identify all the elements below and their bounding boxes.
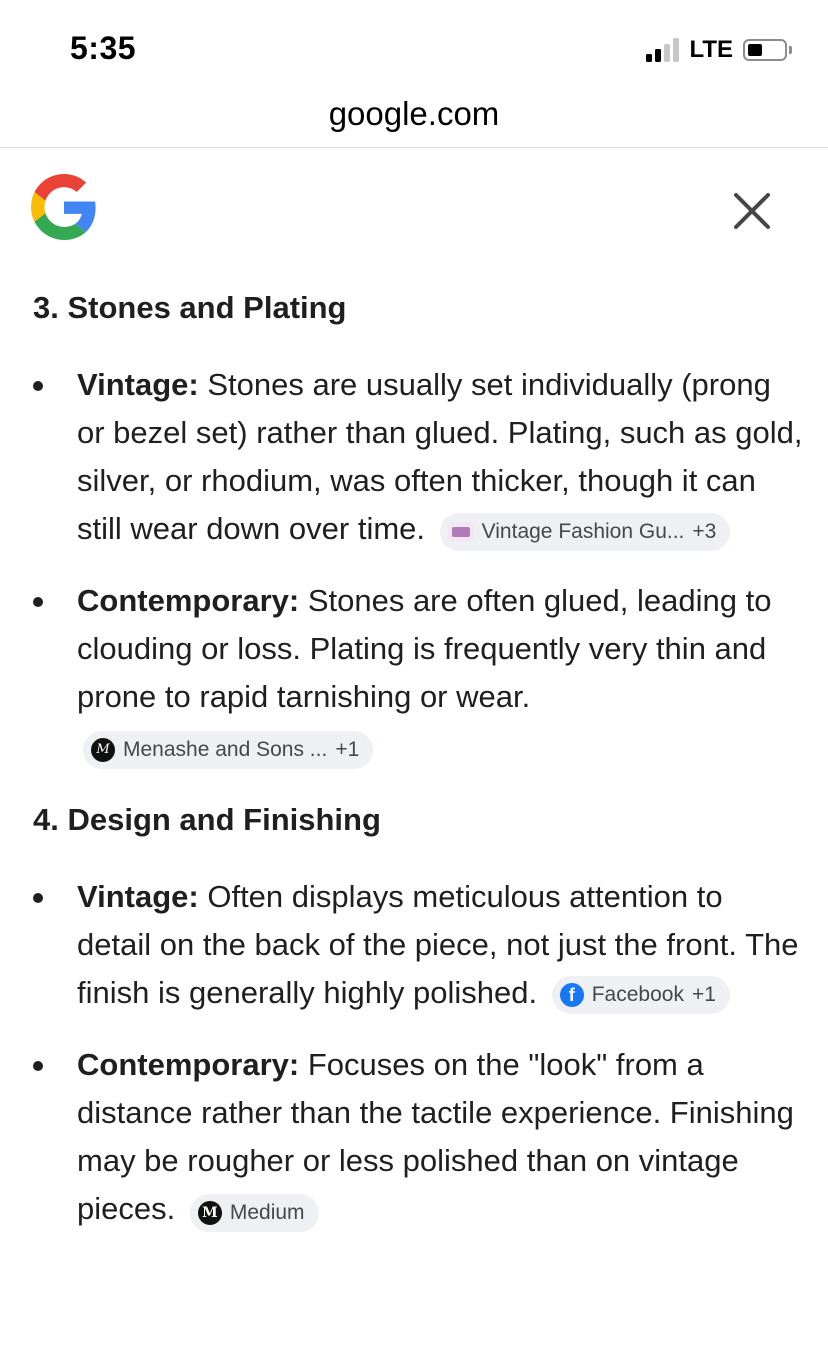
section-heading-stones-plating: 3. Stones and Plating [33,290,347,325]
chip-label: Vintage Fashion Gu... [481,520,685,543]
chip-label: Facebook [591,983,684,1006]
list-item [33,1041,803,1233]
bullet-dot [33,1061,43,1071]
bullet-dot [33,893,43,903]
bullet-term: Vintage: [77,367,199,402]
bullet-term: Contemporary: [77,1047,300,1082]
list-item [33,361,803,553]
vintage-fashion-guild-icon [448,522,474,542]
bullet-term: Vintage: [77,879,199,914]
bullet-term: Contemporary: [77,583,300,618]
chip-label: Medium [229,1201,305,1224]
bullet-text: Focuses on the "look" from a distance rather than the tactile experience. Finishing may be rougher or less polished than on vintage pieces. [77,1047,794,1226]
chip-count: +1 [691,983,716,1006]
list-item [33,577,803,769]
google-g-icon [31,174,97,240]
bullet-dot [33,381,43,391]
bullet-text: Stones are usually set individually (prong or bezel set) rather than glued. Plating, such as gold, silver, or rhodium, was often thicker, though it can still wear down over time. [77,367,803,546]
facebook-icon: f [560,983,584,1007]
bullet-dot [33,597,43,607]
ai-overview-content [33,286,803,1233]
section-heading-design-finishing: 4. Design and Finishing [33,802,381,837]
stones-plating-list [33,361,803,769]
source-chip-facebook[interactable] [552,976,730,1014]
source-chip-medium[interactable] [190,1194,319,1232]
battery-tip [789,46,792,54]
network-type: LTE [689,36,733,63]
bullet-text: Often displays meticulous attention to detail on the back of the piece, not just the front. The finish is generally highly polished. [77,879,799,1010]
source-chip-menashe-and-sons[interactable] [83,731,373,769]
battery-icon [743,39,787,61]
menashe-and-sons-icon: M [91,738,115,762]
status-indicators [646,36,792,64]
chip-count: +3 [692,520,717,543]
medium-icon: M [198,1201,222,1225]
cellular-signal-icon [646,38,679,62]
status-time: 5:35 [70,30,137,66]
chip-count: +1 [335,738,360,761]
source-chip-vintage-fashion-guild[interactable] [440,513,731,551]
design-finishing-list [33,873,803,1233]
close-icon[interactable] [731,190,773,232]
url-text: google.com [328,95,500,132]
chip-label: Menashe and Sons ... [123,738,328,761]
address-bar[interactable] [0,90,828,148]
list-item [33,873,803,1017]
bullet-text: Stones are often glued, leading to clouding or loss. Plating is frequently very thin and prone to rapid tarnishing or wear. [77,583,772,714]
status-bar [0,0,828,90]
